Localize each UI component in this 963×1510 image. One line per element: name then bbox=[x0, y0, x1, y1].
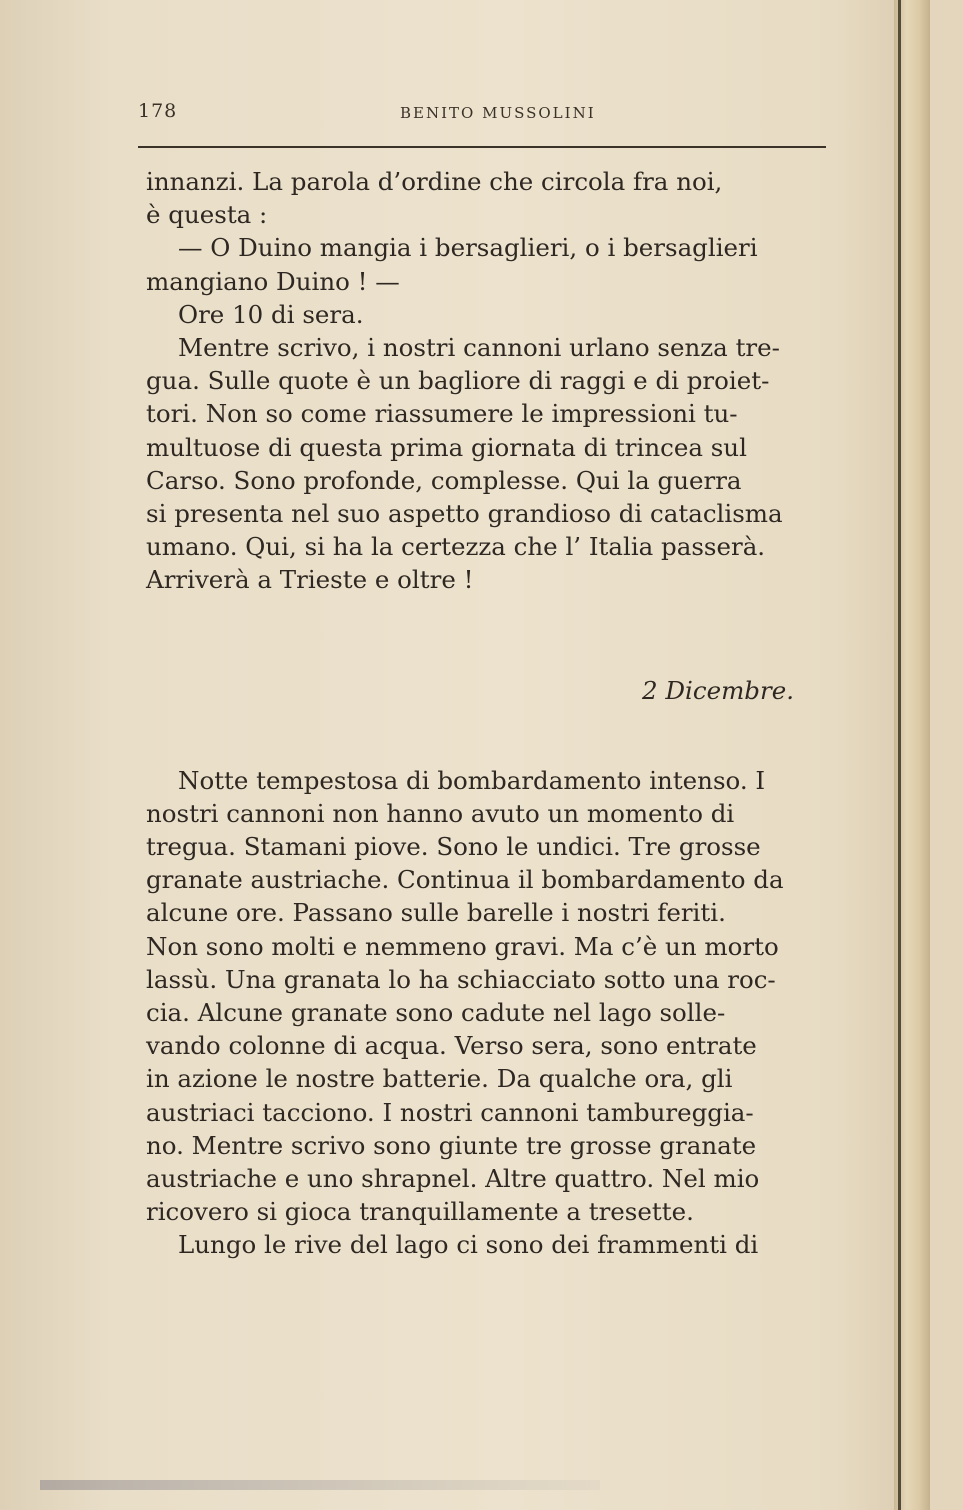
text-line: Ore 10 di sera. bbox=[178, 299, 364, 329]
text-line: no. Mentre scrivo sono giunte tre grosse granate bbox=[146, 1130, 757, 1160]
paragraph bbox=[146, 231, 824, 297]
paragraph bbox=[146, 331, 824, 597]
text-line: vando colonne di acqua. Verso sera, sono entrate bbox=[146, 1031, 757, 1061]
text-line: Non sono molti e nemmeno gravi. Ma c’è un morto bbox=[146, 931, 779, 961]
text-line: Arriverà a Trieste e oltre ! bbox=[146, 565, 474, 595]
text-line: in azione le nostre batterie. Da qualche ora, gli bbox=[146, 1064, 733, 1094]
page-header bbox=[138, 100, 828, 136]
text-line: lassù. Una granata lo ha schiacciato sotto una roc- bbox=[146, 964, 776, 994]
text-line: si presenta nel suo aspetto grandioso di cataclisma bbox=[146, 498, 783, 528]
text-line: Carso. Sono profonde, complesse. Qui la guerra bbox=[146, 465, 742, 495]
text-line: è questa : bbox=[146, 200, 268, 230]
text-line: ricovero si gioca tranquillamente a tresette. bbox=[146, 1197, 694, 1227]
text-line: Lungo le rive del lago ci sono dei frammenti di bbox=[178, 1230, 759, 1260]
text-line: tregua. Stamani piove. Sono le undici. Tre grosse bbox=[146, 832, 761, 861]
page-edge bbox=[894, 0, 930, 1510]
text-line: mangiano Duino ! — bbox=[146, 266, 400, 296]
section-gap bbox=[146, 708, 824, 764]
text-line: alcune ore. Passano sulle barelle i nostri feriti. bbox=[146, 898, 726, 928]
paragraph bbox=[146, 1228, 824, 1261]
paragraph bbox=[146, 165, 824, 231]
scan-artifact bbox=[40, 1480, 600, 1490]
header-rule bbox=[138, 146, 826, 148]
running-title: BENITO MUSSOLINI bbox=[400, 104, 596, 122]
section-gap bbox=[146, 596, 824, 674]
text-line: austriache e uno shrapnel. Altre quattro. Nel mio bbox=[146, 1163, 760, 1193]
text-line: multuose di questa prima giornata di trincea sul bbox=[146, 432, 747, 462]
text-line: granate austriache. Continua il bombardamento da bbox=[146, 865, 784, 895]
text-line: gua. Sulle quote è un bagliore di raggi e di proiet- bbox=[146, 366, 770, 396]
text-line: austriaci tacciono. I nostri cannoni tambureggia- bbox=[146, 1097, 754, 1127]
paragraph bbox=[146, 298, 824, 331]
text-line: Notte tempestosa di bombardamento intenso. I bbox=[178, 765, 766, 795]
text-after-date bbox=[146, 764, 824, 1262]
paragraph bbox=[146, 764, 824, 1229]
text-line: Mentre scrivo, i nostri cannoni urlano senza tre- bbox=[178, 332, 780, 362]
text-line: umano. Qui, si ha la certezza che l’ Italia passerà. bbox=[146, 532, 766, 562]
page-number: 178 bbox=[138, 100, 178, 122]
text-line: innanzi. La parola d’ordine che circola fra noi, bbox=[146, 167, 723, 196]
text-line: nostri cannoni non hanno avuto un momento di bbox=[146, 798, 735, 828]
page-body bbox=[146, 165, 824, 1261]
text-before-date bbox=[146, 165, 824, 596]
text-line: cia. Alcune granate sono cadute nel lago solle- bbox=[146, 997, 726, 1027]
text-line: tori. Non so come riassumere le impressioni tu- bbox=[146, 399, 738, 429]
diary-date-heading: 2 Dicembre. bbox=[642, 676, 794, 706]
text-line: — O Duino mangia i bersaglieri, o i bersaglieri bbox=[178, 233, 758, 263]
